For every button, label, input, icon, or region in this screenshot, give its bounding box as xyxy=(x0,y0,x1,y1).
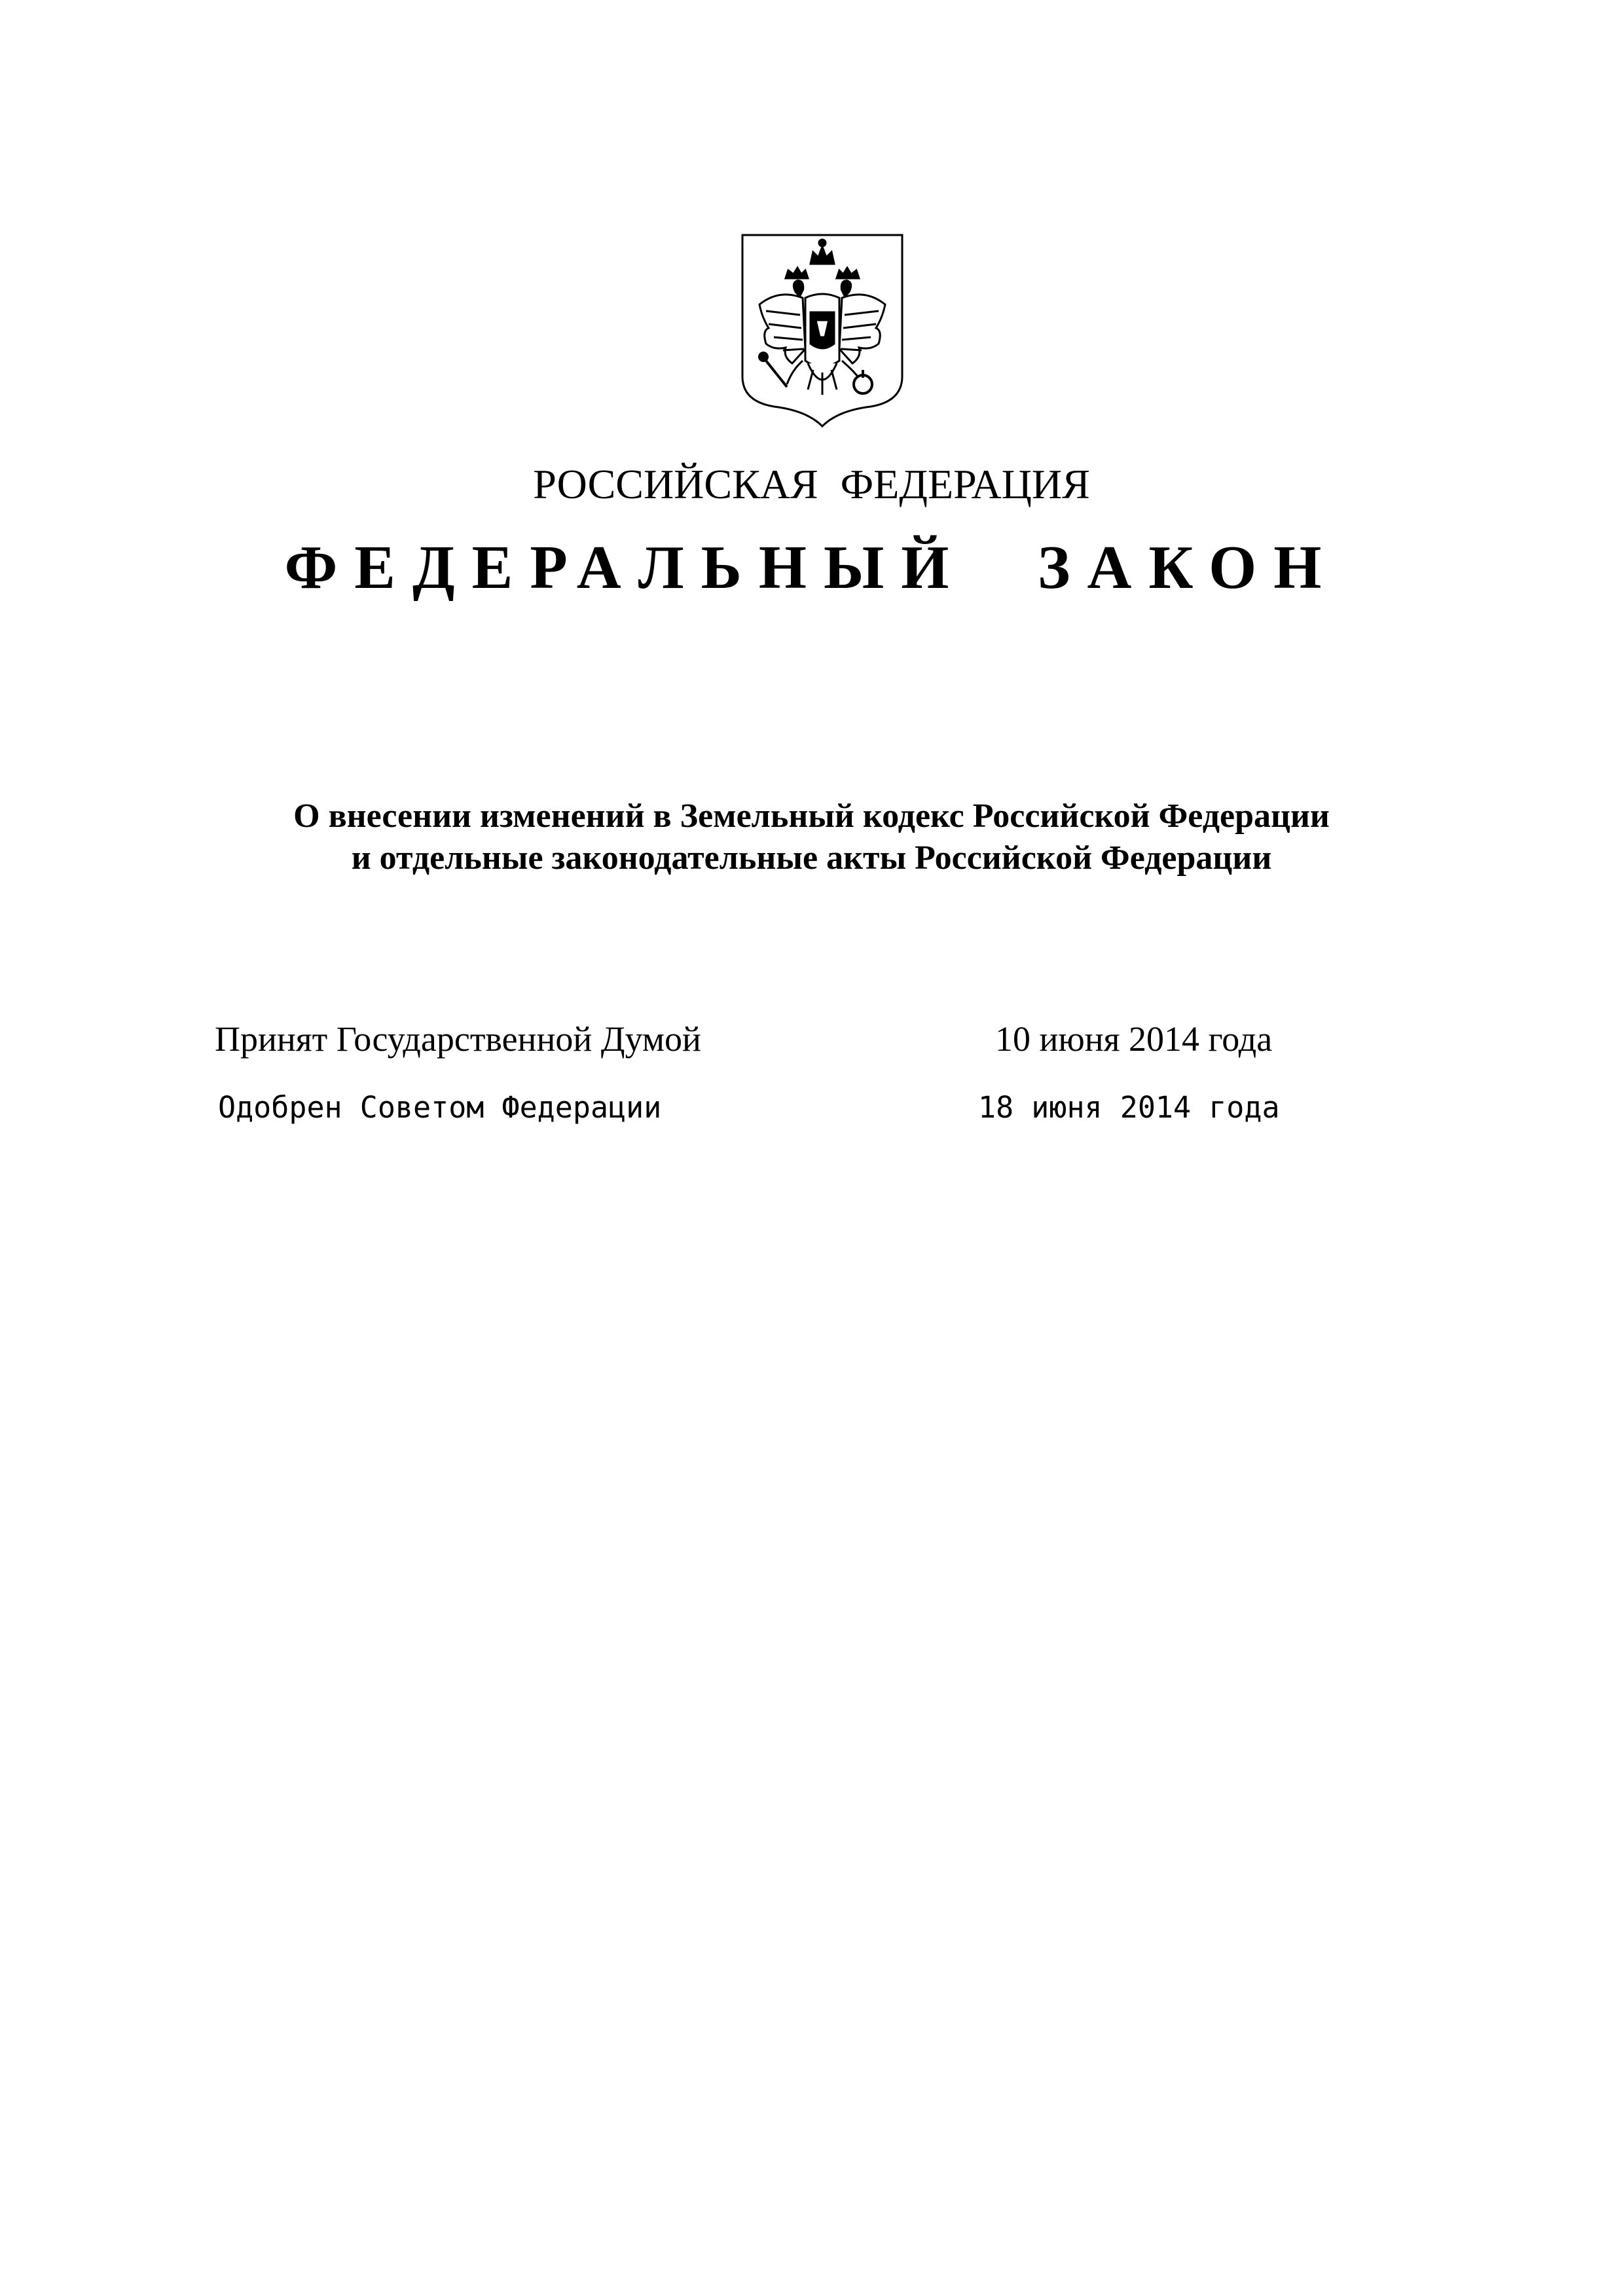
duma-adoption-label: Принят Государственной Думой xyxy=(215,1019,701,1059)
law-title-line-2: и отдельные законодательные акты Российской Федерации xyxy=(351,839,1272,877)
council-approval-date: 18 июня 2014 года xyxy=(978,1090,1280,1125)
law-title-line-1: О внесении изменений в Земельный кодекс Российской Федерации xyxy=(293,797,1330,835)
law-title xyxy=(0,795,1623,879)
country-name: РОССИЙСКАЯ ФЕДЕРАЦИЯ xyxy=(533,461,1090,507)
coat-of-arms-icon xyxy=(740,232,905,429)
duma-adoption-date: 10 июня 2014 года xyxy=(995,1019,1273,1059)
council-approval-label: Одобрен Советом Федерации xyxy=(218,1090,662,1125)
document-type: ФЕДЕРАЛЬНЫЙ ЗАКОН xyxy=(284,534,1339,602)
